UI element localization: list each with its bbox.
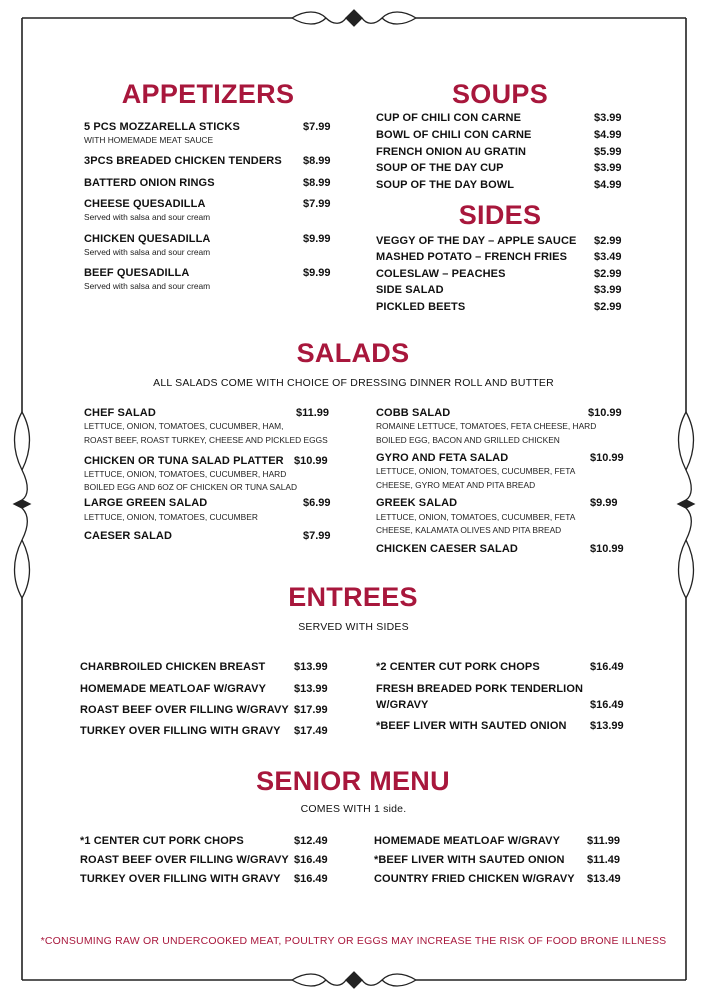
menu-item-name: SOUP OF THE DAY CUP (376, 162, 504, 174)
menu-item-price: $3.49 (594, 251, 622, 263)
menu-item-price: $9.99 (303, 233, 331, 245)
menu-item-name: FRENCH ONION AU GRATIN (376, 146, 527, 158)
soups-title: SOUPS (451, 79, 549, 109)
menu-item-price: $13.49 (587, 873, 621, 885)
menu-item-name: GREEK SALAD (376, 497, 458, 509)
menu-item-name: CHEF SALAD (84, 407, 156, 419)
menu-item-name: *BEEF LIVER WITH SAUTED ONION (374, 854, 565, 866)
menu-item-desc: Served with salsa and sour cream (84, 281, 211, 291)
menu-item-name: *BEEF LIVER WITH SAUTED ONION (376, 720, 567, 732)
menu-item-name: HOMEMADE MEATLOAF W/GRAVY (80, 683, 267, 695)
menu-item-price: $5.99 (594, 146, 622, 158)
senior-menu-subtitle: COMES WITH 1 side. (300, 803, 407, 815)
entrees-subtitle: SERVED WITH SIDES (298, 621, 409, 633)
right-flourish-icon (678, 412, 694, 598)
menu-item-desc: ROAST BEEF, ROAST TURKEY, CHEESE AND PICKLED EGGS (84, 435, 328, 445)
senior-menu-title: SENIOR MENU (256, 766, 450, 796)
menu-item-desc: LETTUCE, ONION, TOMATOES, CUCUMBER, HAM, (84, 421, 284, 431)
menu-item-price: $11.99 (587, 835, 621, 847)
menu-item-name: CUP OF CHILI CON CARNE (376, 112, 522, 124)
menu-item-price: $9.99 (303, 267, 331, 279)
food-safety-disclaimer: *CONSUMING RAW OR UNDERCOOKED MEAT, POULTRY OR EGGS MAY INCREASE THE RISK OF FOOD BRONE ILLNESS (40, 935, 667, 947)
menu-item-name: COLESLAW – PEACHES (376, 268, 506, 280)
menu-item-price: $2.99 (594, 301, 622, 313)
menu-item-name: MASHED POTATO – FRENCH FRIES (376, 251, 568, 263)
menu-item-desc: LETTUCE, ONION, TOMATOES, CUCUMBER, HARD (84, 469, 287, 479)
bottom-flourish-icon (292, 972, 416, 988)
menu-item-price: $3.99 (594, 112, 622, 124)
menu-item-desc: ROMAINE LETTUCE, TOMATOES, FETA CHEESE, HARD (376, 421, 597, 431)
menu-item-price: $16.49 (294, 854, 328, 866)
menu-item-name: CHICKEN CAESER SALAD (376, 543, 518, 555)
menu-item-price: $7.99 (303, 530, 331, 542)
salads-title: SALADS (296, 338, 410, 368)
menu-item-desc: Served with salsa and sour cream (84, 212, 211, 222)
menu-item-name: CHEESE QUESADILLA (84, 198, 206, 210)
menu-item-name: HOMEMADE MEATLOAF W/GRAVY (374, 835, 561, 847)
menu-item-price: $3.99 (594, 162, 622, 174)
menu-item-name: CHICKEN QUESADILLA (84, 233, 211, 245)
menu-item-price: $9.99 (590, 497, 618, 509)
menu-item-name: COBB SALAD (376, 407, 451, 419)
menu-item-price: $17.49 (294, 725, 328, 737)
menu-item-price: $10.99 (590, 452, 624, 464)
menu-item-price: $10.99 (294, 455, 328, 467)
menu-item-name: CHARBROILED CHICKEN BREAST (80, 661, 266, 673)
sides-title: SIDES (458, 200, 542, 230)
menu-item-name: VEGGY OF THE DAY – APPLE SAUCE (376, 235, 577, 247)
menu-item-desc: LETTUCE, ONION, TOMATOES, CUCUMBER (84, 512, 258, 522)
menu-item-price: $7.99 (303, 121, 331, 133)
menu-item-name: FRESH BREADED PORK TENDERLION (376, 683, 584, 695)
menu-item-price: $7.99 (303, 198, 331, 210)
menu-item-price: $13.99 (590, 720, 624, 732)
menu-item-desc: LETTUCE, ONION, TOMATOES, CUCUMBER, FETA (376, 466, 576, 476)
menu-item-price: $11.99 (296, 407, 330, 419)
menu-item-desc: LETTUCE, ONION, TOMATOES, CUCUMBER, FETA (376, 512, 576, 522)
menu-item-price: $13.99 (294, 683, 328, 695)
menu-item-name: CHICKEN OR TUNA SALAD PLATTER (84, 455, 284, 467)
menu-item-name: ROAST BEEF OVER FILLING W/GRAVY (80, 704, 289, 716)
menu-item-name: CAESER SALAD (84, 530, 172, 542)
menu-item-price: $11.49 (587, 854, 621, 866)
menu-item-name: *1 CENTER CUT PORK CHOPS (80, 835, 244, 847)
menu-item-price: $16.49 (590, 699, 624, 711)
left-flourish-icon (14, 412, 30, 598)
menu-item-name: PICKLED BEETS (376, 301, 466, 313)
menu-item-name: COUNTRY FRIED CHICKEN W/GRAVY (374, 873, 575, 885)
menu-item-name: TURKEY OVER FILLING WITH GRAVY (80, 725, 281, 737)
menu-item-name: 3PCS BREADED CHICKEN TENDERS (84, 155, 282, 167)
menu-item-name: *2 CENTER CUT PORK CHOPS (376, 661, 540, 673)
menu-item-name: 5 PCS MOZZARELLA STICKS (84, 121, 240, 133)
menu-item-desc: BOILED EGG AND 6OZ OF CHICKEN OR TUNA SALAD (84, 482, 297, 492)
menu-item-desc: WITH HOMEMADE MEAT SAUCE (84, 135, 214, 145)
salads-subtitle: ALL SALADS COME WITH CHOICE OF DRESSING DINNER ROLL AND BUTTER (153, 377, 554, 389)
menu-item-desc: CHEESE, GYRO MEAT AND PITA BREAD (376, 480, 536, 490)
menu-item-price: $8.99 (303, 177, 331, 189)
menu-item-price: $10.99 (588, 407, 622, 419)
top-flourish-icon (292, 10, 416, 26)
entrees-title: ENTREES (288, 582, 418, 612)
menu-item-price: $2.99 (594, 235, 622, 247)
menu-item-name: ROAST BEEF OVER FILLING W/GRAVY (80, 854, 289, 866)
menu-item-name: TURKEY OVER FILLING WITH GRAVY (80, 873, 281, 885)
menu-item-price: $16.49 (294, 873, 328, 885)
menu-item-price: $17.99 (294, 704, 328, 716)
menu-item-name: BATTERD ONION RINGS (84, 177, 215, 189)
menu-item-name: BEEF QUESADILLA (84, 267, 190, 279)
menu-item-name: SIDE SALAD (376, 284, 444, 296)
menu-item-desc: CHEESE, KALAMATA OLIVES AND PITA BREAD (376, 525, 562, 535)
menu-item-price: $2.99 (594, 268, 622, 280)
menu-item-name: GYRO AND FETA SALAD (376, 452, 509, 464)
menu-item-name-cont: W/GRAVY (376, 699, 429, 711)
menu-item-name: LARGE GREEN SALAD (84, 497, 208, 509)
menu-item-price: $12.49 (294, 835, 328, 847)
menu-item-price: $4.99 (594, 179, 622, 191)
menu-item-desc: BOILED EGG, BACON AND GRILLED CHICKEN (376, 435, 560, 445)
menu-item-price: $10.99 (590, 543, 624, 555)
appetizers-title: APPETIZERS (121, 79, 295, 109)
menu-item-name: BOWL OF CHILI CON CARNE (376, 129, 532, 141)
menu-item-price: $6.99 (303, 497, 331, 509)
menu-item-price: $13.99 (294, 661, 328, 673)
menu-item-price: $16.49 (590, 661, 624, 673)
menu-item-price: $4.99 (594, 129, 622, 141)
menu-item-desc: Served with salsa and sour cream (84, 247, 211, 257)
menu-item-price: $3.99 (594, 284, 622, 296)
menu-item-price: $8.99 (303, 155, 331, 167)
menu-item-name: SOUP OF THE DAY BOWL (376, 179, 515, 191)
